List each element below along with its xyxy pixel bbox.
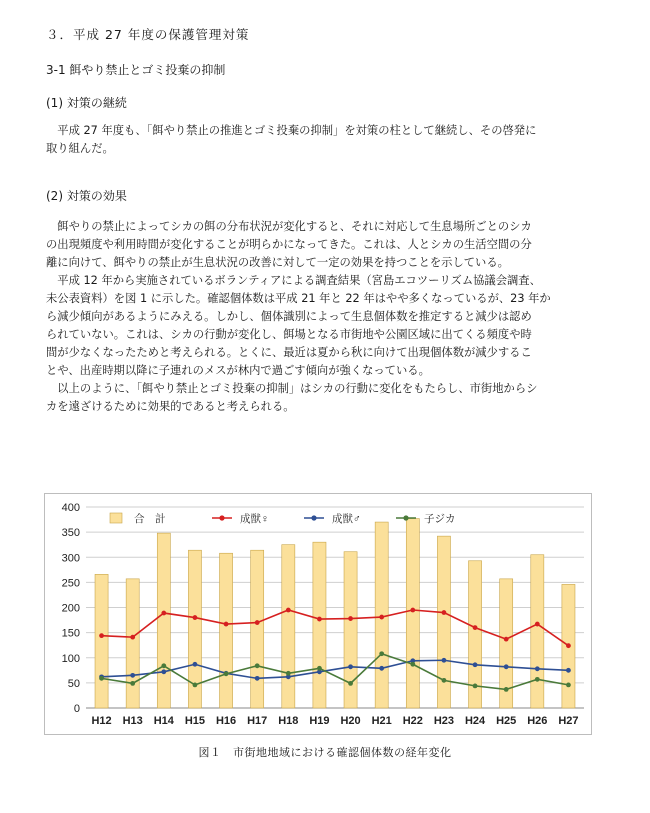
figure-caption: 図１ 市街地地域における確認個体数の経年変化 [198, 746, 452, 759]
series-point [255, 676, 260, 681]
x-tick-label: H15 [184, 715, 206, 727]
text-line: られていない。これは、シカの行動が変化し、餌場となる市街地や公園区域に出てくる頻度や時 [46, 328, 532, 341]
bar-total [95, 574, 108, 708]
x-tick-label: H16 [215, 715, 237, 727]
series-point [193, 615, 198, 620]
text-line: 未公表資料）を図 1 に示した。確認個体数は平成 21 年と 22 年はやや多くなっているが、23 年か [46, 292, 551, 305]
x-tick-label: H26 [527, 715, 548, 727]
text-line: 平成 27 年度も、「餌やり禁止の推進とゴミ投棄の抑制」を対策の柱として継続し、その啓発に [46, 124, 537, 137]
x-tick-label: H22 [402, 715, 423, 727]
chart-svg [44, 493, 592, 735]
y-tick-label: 400 [61, 502, 80, 514]
series-point [255, 663, 260, 668]
legend-label: 成獣♂ [332, 513, 361, 525]
text-line: 離に向けて、餌やりの禁止が生息状況の改善に対して一定の効果を持つことを示している。 [46, 256, 509, 269]
bar-total [126, 579, 139, 708]
y-tick-label: 50 [67, 677, 80, 690]
legend-label: 合 計 [134, 513, 166, 525]
series-point [255, 620, 260, 625]
series-point [286, 671, 291, 676]
text-line: 間が少なくなったためと考えられる。とくに、最近は夏から秋に向けて出現個体数が減少するこ [46, 346, 532, 359]
paragraph-1 [46, 122, 606, 158]
population-chart [44, 493, 592, 735]
series-point [317, 666, 322, 671]
text-line: とや、出産時期以降に子連れのメスが林内で過ごす傾向が強くなっている。 [46, 364, 430, 377]
y-tick-label: 150 [61, 627, 80, 640]
series-point [566, 682, 571, 687]
bar-total [406, 519, 419, 708]
legend-swatch [110, 513, 122, 523]
series-point [442, 658, 447, 663]
series-point [504, 637, 509, 642]
text-line: カを遠ざけるために効果的であると考えられる。 [46, 400, 295, 413]
series-point [473, 625, 478, 630]
series-point [535, 677, 540, 682]
bar-total [531, 555, 544, 708]
x-tick-label: H19 [309, 715, 330, 727]
x-tick-label: H25 [496, 715, 517, 727]
series-point [473, 662, 478, 667]
series-point [442, 610, 447, 615]
text-line: ら減少傾向があるようにみえる。しかし、個体識別によって生息個体数を推定すると減少は認め [46, 310, 532, 323]
y-tick-label: 350 [61, 527, 80, 540]
text-line: 平成 12 年から実施されているボランティアによる調査結果（宮島エコツーリズム協議会調査、 [46, 274, 541, 287]
x-tick-label: H17 [247, 715, 268, 727]
series-point [317, 617, 322, 622]
series-point [130, 635, 135, 640]
series-point [286, 608, 291, 613]
series-point [348, 681, 353, 686]
text-line: 餌やりの禁止によってシカの餌の分布状況が変化すると、それに対応して生息場所ごとのシカ [46, 220, 532, 233]
x-tick-label: H23 [433, 715, 455, 727]
series-point [193, 662, 198, 667]
y-tick-label: 250 [61, 577, 80, 590]
x-tick-label: H13 [122, 715, 143, 727]
series-point [379, 666, 384, 671]
bar-total [282, 545, 295, 708]
series-point [161, 669, 166, 674]
series-point [504, 664, 509, 669]
series-point [224, 671, 229, 676]
series-point [130, 681, 135, 686]
series-point [504, 687, 509, 692]
series-point [410, 662, 415, 667]
series-point [473, 683, 478, 688]
bar-total [313, 542, 326, 708]
series-point [379, 651, 384, 656]
series-point [193, 682, 198, 687]
x-tick-label: H18 [278, 715, 299, 727]
text-line: 取り組んだ。 [46, 142, 114, 155]
text-line: 以上のように、「餌やり禁止とゴミ投棄の抑制」はシカの行動に変化をもたらし、市街地からシ [46, 382, 538, 395]
paragraph-2 [46, 218, 606, 416]
y-tick-label: 200 [61, 602, 80, 615]
sub-heading-2: (2) 対策の効果 [46, 189, 127, 203]
bar-total [220, 553, 233, 708]
series-point [99, 676, 104, 681]
series-point [566, 643, 571, 648]
x-tick-label: H14 [153, 715, 174, 727]
section-heading: ３．平成 27 年度の保護管理対策 [46, 27, 250, 42]
sub-heading-1: (1) 対策の継続 [46, 96, 127, 110]
series-point [348, 616, 353, 621]
y-tick-label: 100 [61, 652, 80, 665]
legend-marker [219, 515, 224, 520]
x-tick-label: H20 [340, 715, 361, 727]
series-point [442, 678, 447, 683]
series-point [161, 663, 166, 668]
series-point [379, 615, 384, 620]
legend-label: 子ジカ [424, 513, 456, 525]
y-tick-label: 0 [73, 703, 80, 715]
series-point [130, 673, 135, 678]
y-tick-label: 300 [61, 552, 80, 565]
bar-total [157, 533, 170, 708]
text-line: の出現頻度や利用時間が変化することが明らかになってきた。これは、人とシカの生活空間の分 [46, 238, 532, 251]
x-tick-label: H24 [464, 715, 486, 727]
legend-label: 成獣♀ [240, 513, 269, 525]
series-point [224, 622, 229, 627]
series-point [535, 622, 540, 627]
series-point [535, 666, 540, 671]
series-point [99, 633, 104, 638]
subsection-title: 3-1 餌やり禁止とゴミ投棄の抑制 [46, 63, 226, 77]
series-point [348, 664, 353, 669]
legend-marker [311, 515, 316, 520]
series-point [566, 668, 571, 673]
legend-marker [403, 515, 408, 520]
x-tick-label: H21 [371, 715, 392, 727]
x-tick-label: H27 [558, 715, 579, 727]
bar-total [251, 550, 264, 708]
x-tick-label: H12 [91, 715, 112, 727]
series-point [161, 611, 166, 616]
series-point [410, 608, 415, 613]
